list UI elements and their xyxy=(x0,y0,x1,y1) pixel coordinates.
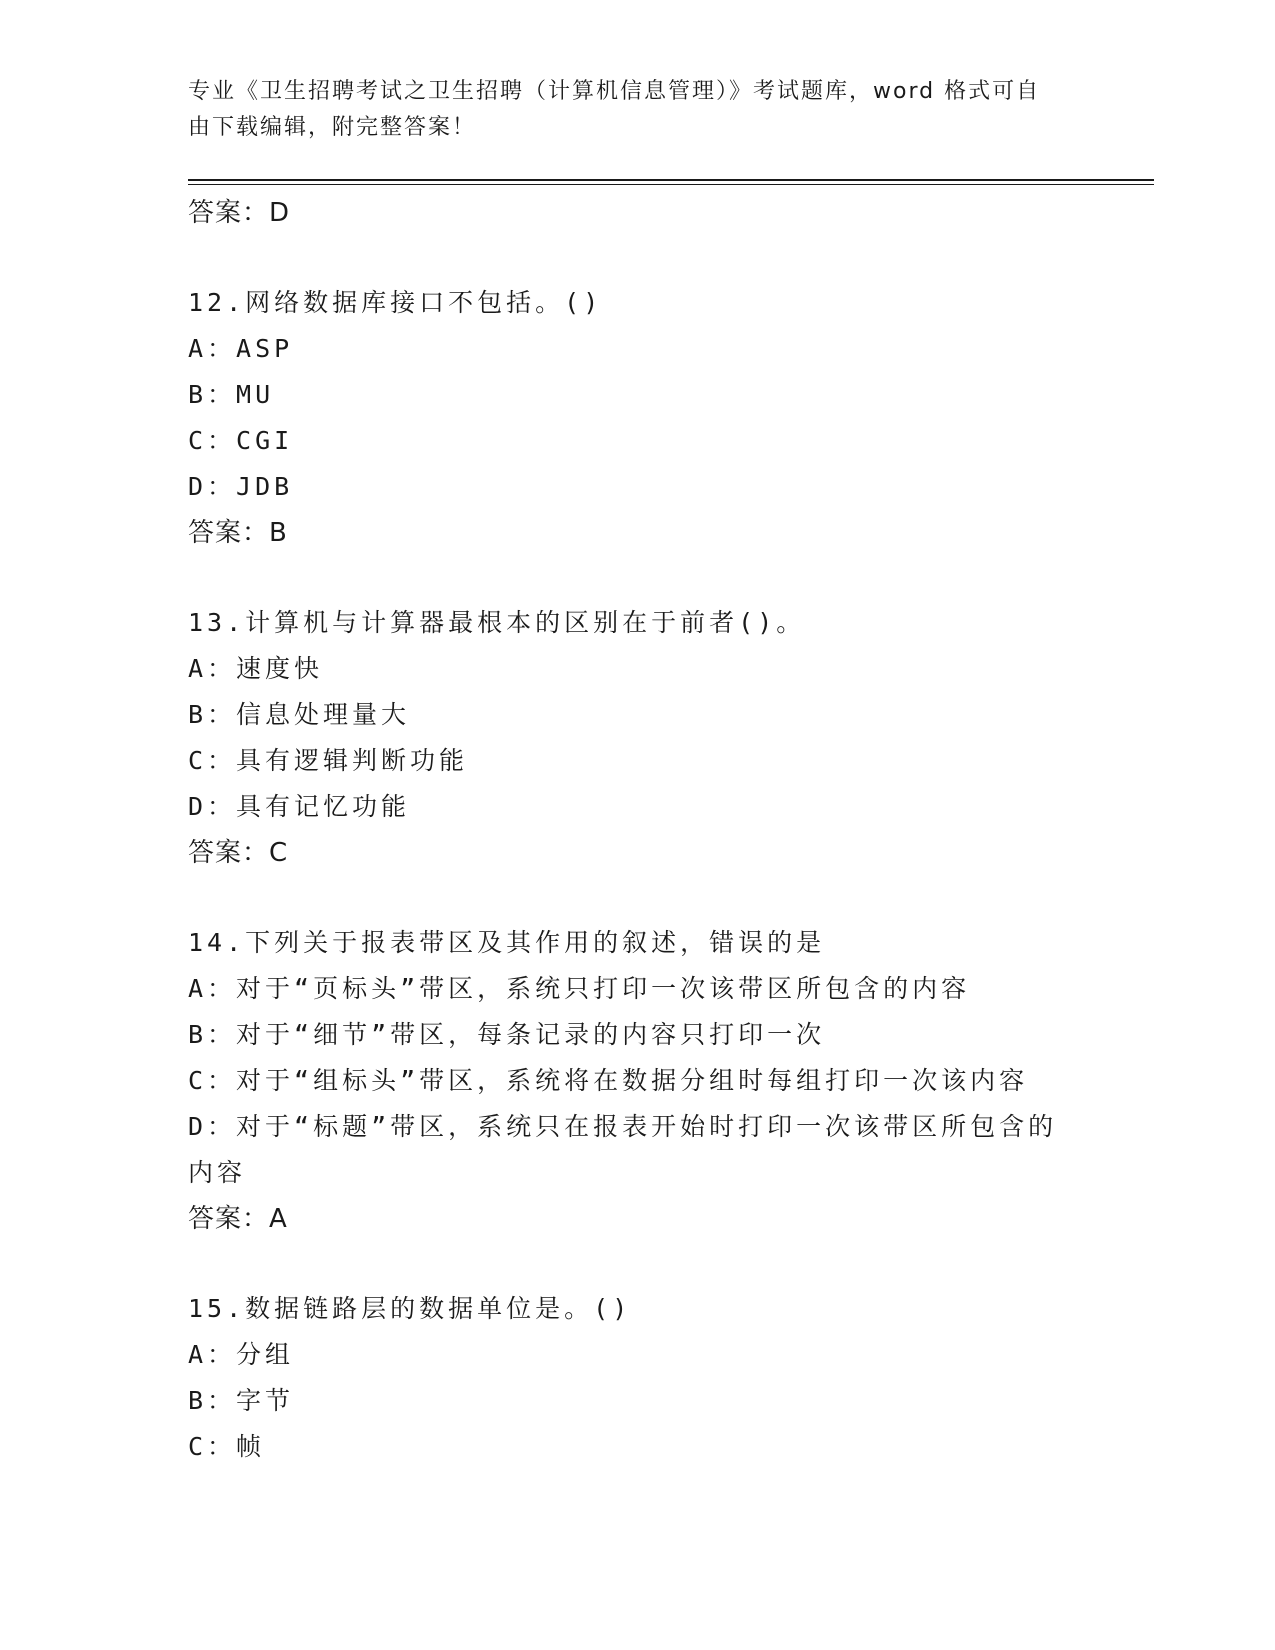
header-divider-thick xyxy=(188,179,1154,181)
option-c: C：帧 xyxy=(188,1432,266,1461)
option-c: C：CGI xyxy=(188,426,294,455)
option-a: A：对于“页标头”带区，系统只打印一次该带区所包含的内容 xyxy=(188,974,971,1003)
option-b: B：对于“细节”带区，每条记录的内容只打印一次 xyxy=(188,1020,826,1049)
question-text: 13.计算机与计算器最根本的区别在于前者()。 xyxy=(188,608,806,637)
answer-line: 答案：C xyxy=(188,838,289,868)
header-divider-thin xyxy=(188,184,1154,185)
answer-line: 答案：B xyxy=(188,518,288,548)
option-d: D：JDB xyxy=(188,472,294,501)
header-line-1: 专业《卫生招聘考试之卫生招聘（计算机信息管理）》考试题库，word 格式可自 xyxy=(188,79,1041,104)
question-text: 12.网络数据库接口不包括。() xyxy=(188,288,603,317)
option-a: A：ASP xyxy=(188,334,294,363)
option-b: B：信息处理量大 xyxy=(188,700,411,729)
answer-line: 答案：A xyxy=(188,1204,288,1234)
answer-line-prev: 答案：D xyxy=(188,198,291,228)
option-d-continuation: 内容 xyxy=(188,1158,247,1187)
question-block-15 xyxy=(188,1286,1088,1470)
header-line-2: 由下载编辑，附完整答案！ xyxy=(188,115,477,140)
spacer xyxy=(188,236,1088,280)
question-block-14 xyxy=(188,920,1088,1242)
option-d: D：对于“标题”带区，系统只在报表开始时打印一次该带区所包含的 xyxy=(188,1112,1058,1141)
spacer xyxy=(188,1242,1088,1286)
option-c: C：具有逻辑判断功能 xyxy=(188,746,469,775)
question-list xyxy=(188,190,1088,1470)
document-header xyxy=(188,74,1068,146)
spacer xyxy=(188,876,1088,920)
option-a: A：分组 xyxy=(188,1340,295,1369)
question-block-13 xyxy=(188,600,1088,876)
option-a: A：速度快 xyxy=(188,654,324,683)
option-d: D：具有记忆功能 xyxy=(188,792,411,821)
question-text: 15.数据链路层的数据单位是。() xyxy=(188,1294,632,1323)
option-b: B：字节 xyxy=(188,1386,295,1415)
option-b: B：MU xyxy=(188,380,275,409)
spacer xyxy=(188,556,1088,600)
question-block-12 xyxy=(188,280,1088,556)
option-c: C：对于“组标头”带区，系统将在数据分组时每组打印一次该内容 xyxy=(188,1066,1029,1095)
question-text: 14.下列关于报表带区及其作用的叙述，错误的是 xyxy=(188,928,826,957)
